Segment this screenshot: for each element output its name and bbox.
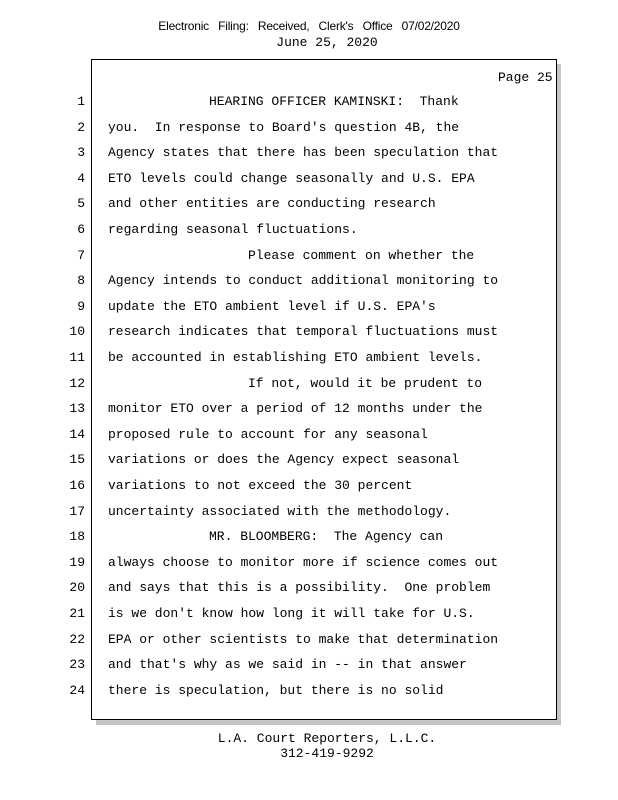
line-number: 15 [69, 452, 85, 467]
transcript-line: uncertainty associated with the methodology. [108, 504, 452, 519]
line-number: 23 [69, 657, 85, 672]
line-number: 18 [69, 529, 85, 544]
transcript-line: always choose to monitor more if science comes out [108, 555, 499, 570]
reporter-company: L.A. Court Reporters, L.L.C. [217, 731, 437, 746]
line-number: 12 [69, 376, 85, 391]
line-number: 3 [77, 145, 85, 160]
transcript-line: Agency intends to conduct additional monitoring to [108, 273, 499, 288]
line-number: 22 [69, 632, 85, 647]
reporter-phone: 312-419-9292 [280, 746, 374, 761]
transcript-line: If not, would it be prudent to [248, 376, 483, 391]
line-number: 20 [69, 580, 85, 595]
transcript-line: variations to not exceed the 30 percent [108, 478, 413, 493]
transcript-line: ETO levels could change seasonally and U.S. EPA [108, 171, 475, 186]
transcript-line: proposed rule to account for any seasonal [108, 427, 428, 442]
page-number: Page 25 [498, 70, 553, 85]
line-number: 21 [69, 606, 85, 621]
line-number: 17 [69, 504, 85, 519]
transcript-line: Agency states that there has been speculation that [108, 145, 499, 160]
transcript-line: and other entities are conducting research [108, 196, 436, 211]
transcript-line: be accounted in establishing ETO ambient levels. [108, 350, 483, 365]
transcript-line: EPA or other scientists to make that determination [108, 632, 499, 647]
transcript-line: MR. BLOOMBERG: The Agency can [209, 529, 444, 544]
transcript-date: June 25, 2020 [276, 35, 378, 50]
line-number: 9 [77, 299, 85, 314]
line-number: 6 [77, 222, 85, 237]
transcript-line: there is speculation, but there is no solid [108, 683, 444, 698]
transcript-line: regarding seasonal fluctuations. [108, 222, 358, 237]
line-number: 10 [69, 324, 85, 339]
line-number: 16 [69, 478, 85, 493]
transcript-line: update the ETO ambient level if U.S. EPA's [108, 299, 436, 314]
line-number: 7 [77, 248, 85, 263]
line-number: 13 [69, 401, 85, 416]
filing-stamp: Electronic Filing: Received, Clerk's Office 07/02/2020 [158, 19, 460, 33]
line-number: 11 [69, 350, 85, 365]
line-number: 4 [77, 171, 85, 186]
line-number: 24 [69, 683, 85, 698]
transcript-line: research indicates that temporal fluctuations must [108, 324, 499, 339]
transcript-line: variations or does the Agency expect seasonal [108, 452, 460, 467]
transcript-line: Please comment on whether the [248, 248, 475, 263]
transcript-line: HEARING OFFICER KAMINSKI: Thank [209, 94, 459, 109]
transcript-line: you. In response to Board's question 4B, the [108, 120, 460, 135]
line-number: 14 [69, 427, 85, 442]
transcript-line: and says that this is a possibility. One problem [108, 580, 491, 595]
transcript-line: is we don't know how long it will take for U.S. [108, 606, 475, 621]
transcript-line: monitor ETO over a period of 12 months under the [108, 401, 483, 416]
line-number: 19 [69, 555, 85, 570]
transcript-line: and that's why as we said in -- in that answer [108, 657, 467, 672]
line-number: 8 [77, 273, 85, 288]
line-number: 1 [77, 94, 85, 109]
line-number: 5 [77, 196, 85, 211]
line-number: 2 [77, 120, 85, 135]
